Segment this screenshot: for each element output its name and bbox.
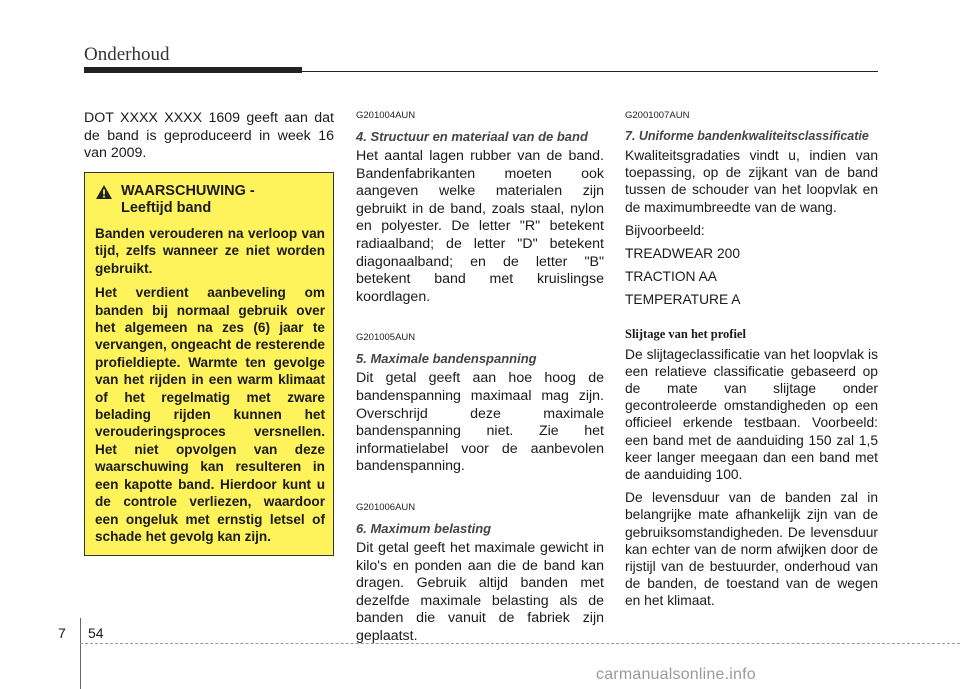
footer-dashed-rule [80, 643, 960, 644]
section-body: Kwaliteitsgradaties vindt u, indien van toepassing, op de zijkant van de band tussen de schouder van het loopvlak en de maximumbreedte van de wang. [625, 148, 878, 215]
section-heading: 6. Maximum belasting [356, 520, 492, 536]
section-body: De levensduur van de banden zal in belangrijke mate afhankelijk zijn van de gebruiksomstandigheden. De levensduur kan echter van de norm afwijken door de rijstijl van de bestuurder, onderhoud van de banden, de toestand van de wegen en het klimaat. [625, 490, 878, 609]
section-heading: 7. Uniforme bandenkwaliteitsclassificatie [625, 129, 869, 143]
column-middle [356, 110, 604, 651]
warning-title-line1: WAARSCHUWING - [121, 183, 255, 199]
chapter-number: 7 [58, 625, 66, 641]
header-rule-thin [302, 71, 878, 72]
warning-paragraph-2: Het verdient aanbeveling om banden bij normaal gebruik over het algemeen na zes (6) jaar te vervangen, ongeacht de resterende profieldiepte. Warmte ten gevolge van het rijden in een warm klimaat of het regelmatig met zware belading rijden kunnen het verouderingsproces versnellen. Het niet opvolgen van deze waarschuwing kan resulteren in een kapotte band. Hierdoor kunt u de controle verliezen, waardoor een ongeluk met ernstig letsel of schade het gevolg kan zijn. [95, 285, 325, 544]
intro-paragraph: DOT XXXX XXXX 1609 geeft aan dat de band is geproduceerd in week 16 van 2009. [84, 110, 334, 162]
header-rule-thick [84, 67, 302, 73]
warning-paragraph-1: Banden verouderen na verloop van tijd, zelfs wanneer ze niet worden gebruikt. [95, 226, 325, 276]
warning-box [84, 172, 334, 556]
page-number: 54 [88, 625, 104, 641]
example-label: Bijvoorbeeld: [625, 222, 705, 238]
section-code: G201004AUN [356, 110, 416, 121]
section-code: G201006AUN [356, 501, 416, 513]
section-code: G201005AUN [356, 332, 416, 344]
page-number-divider [80, 618, 81, 689]
section-code: G2001007AUN [625, 110, 690, 121]
watermark: carmanualsonline.info [596, 666, 756, 683]
section-heading: 4. Structuur en materiaal van de band [356, 129, 588, 144]
warning-title [95, 183, 325, 217]
section-body: Dit getal geeft aan hoe hoog de bandenspanning maximaal mag zijn. Overschrijd deze maximale bandenspanning niet. Zie het informatielabel voor de aanbevolen bandenspanning. [356, 370, 604, 475]
page-header-title: Onderhoud [84, 44, 170, 65]
section-heading: 5. Maximale bandenspanning [356, 351, 537, 367]
warning-triangle-icon [95, 184, 113, 200]
section-body: Het aantal lagen rubber van de band. Bandenfabrikanten moeten ook aangeven welke materialen zijn gebruikt in de band, zoals staal, nylon en polyester. De letter "R" betekent radiaalband; de letter "D" betekent diagonaalband; en de letter "B" betekent band met kruislingse koordlagen. [356, 148, 604, 305]
warning-title-line2: Leeftijd band [121, 200, 212, 216]
example-traction: TRACTION AA [625, 269, 717, 285]
sub-heading: Slijtage van het profiel [625, 326, 746, 341]
section-body: De slijtageclassificatie van het loopvlak is een relatieve classificatie gebaseerd op de mate van slijtage onder gecontroleerde omstandigheden op een officieel erkende testbaan. Voorbeeld: een band met de aanduiding 150 zal 1,5 keer langer meegaan dan een band met de aanduiding 100. [625, 346, 878, 483]
example-treadwear: TREADWEAR 200 [625, 246, 741, 262]
column-right [625, 110, 878, 616]
section-body: Dit getal geeft het maximale gewicht in kilo's en ponden aan die de band kan dragen. Gebruik altijd banden met dezelfde maximale belasting als de banden die vanuit de fabriek zijn geplaatst. [356, 539, 604, 644]
column-left [84, 110, 334, 169]
example-temperature: TEMPERATURE A [625, 292, 741, 308]
